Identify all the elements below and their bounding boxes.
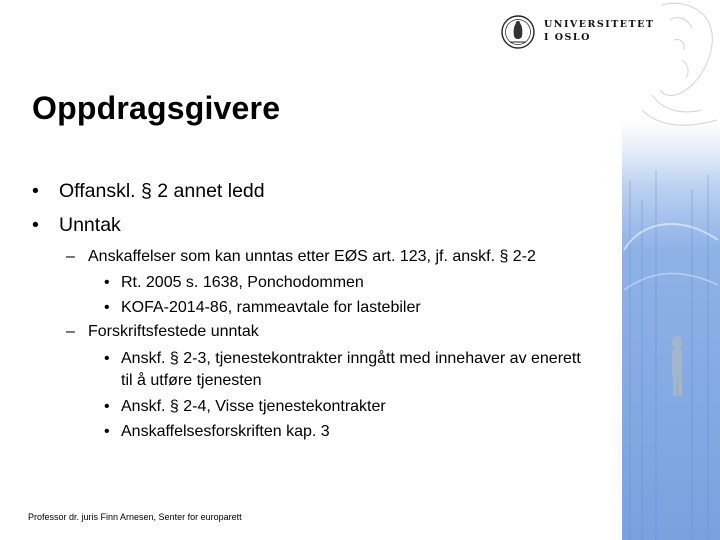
bullet-icon: • [32,180,39,202]
sub-sub-bullet-item [104,348,604,392]
sub-sub-bullet-text: Anskf. § 2-3, tjenestekontrakter inngått med innehaver av enerett til å utføre tjenesten [121,350,581,389]
university-logo [500,12,655,52]
bullet-icon: • [104,274,110,291]
sub-sub-bullet-text: Anskf. § 2-4, Visse tjenestekontrakter [121,398,386,415]
sub-sub-bullet-text: KOFA-2014-86, rammeavtale for lastebiler [121,299,421,316]
bullet-item [32,214,121,237]
bullet-text: Unntak [59,214,121,236]
decorative-band [622,0,720,540]
sub-bullet-item [66,248,536,266]
bullet-icon: • [104,423,110,440]
statue-illustration-icon [622,0,720,540]
university-seal-icon [500,12,536,52]
sub-bullet-text: Anskaffelser som kan unntas etter EØS art. 123, jf. anskf. § 2-2 [88,248,536,265]
sub-sub-bullet-item [104,396,604,418]
sub-sub-bullet-text: Rt. 2005 s. 1638, Ponchodommen [121,274,364,291]
sub-bullet-item [66,323,259,341]
sub-sub-bullet-item [104,272,604,294]
bullet-item [32,180,265,203]
sub-sub-bullet-text: Anskaffelsesforskriften kap. 3 [121,423,330,440]
bullet-icon: • [104,299,110,316]
bullet-icon: • [104,350,110,367]
sub-sub-bullet-item [104,297,604,319]
dash-icon: – [66,323,75,340]
logo-line2: I OSLO [544,32,591,43]
dash-icon: – [66,248,75,265]
bullet-text: Offanskl. § 2 annet ledd [59,180,265,202]
slide-footer: Professor dr. juris Finn Arnesen, Senter for europarett [28,512,242,522]
sub-sub-bullet-item [104,421,604,443]
logo-line1: UNIVERSITETET [544,19,655,30]
slide-title: Oppdragsgivere [32,90,281,126]
bullet-icon: • [32,214,39,236]
bullet-icon: • [104,398,110,415]
sub-bullet-text: Forskriftsfestede unntak [88,323,259,340]
